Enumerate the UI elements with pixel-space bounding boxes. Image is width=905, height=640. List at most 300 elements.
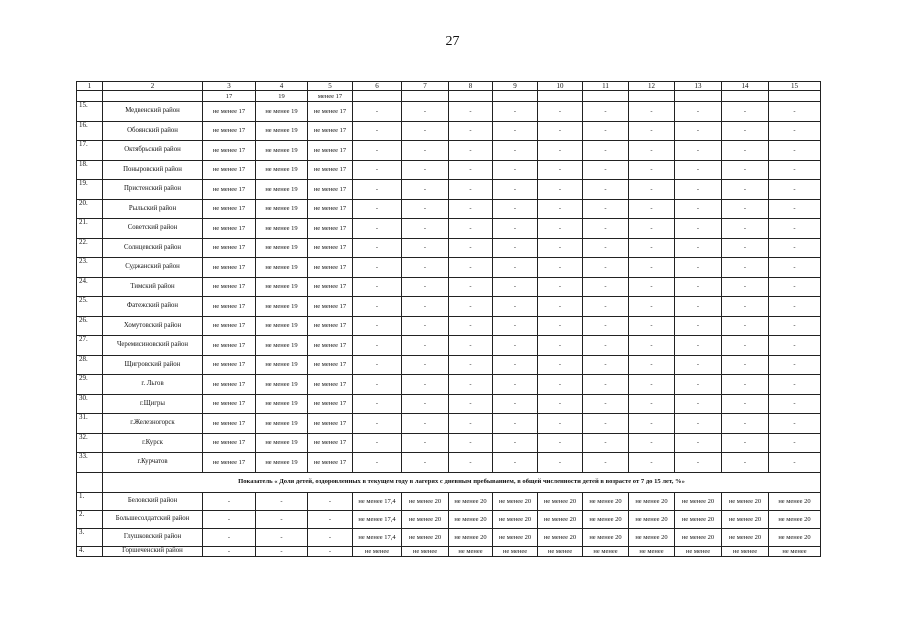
table-cell (402, 91, 449, 102)
table-cell (77, 91, 103, 102)
table-cell: - (583, 277, 629, 297)
table-cell: - (449, 102, 493, 122)
table-cell: не менее 19 (256, 414, 308, 434)
table-cell: - (722, 121, 769, 141)
table-cell: не менее 17 (203, 414, 256, 434)
table-cell: не менее (583, 546, 629, 556)
table-row (77, 82, 821, 91)
table-cell: не менее 20 (769, 528, 821, 546)
table-cell: - (538, 394, 583, 414)
row-number: 22. (77, 238, 103, 258)
table-cell: - (449, 414, 493, 434)
table-cell: не менее 20 (449, 492, 493, 510)
table-cell: менее 17 (308, 91, 353, 102)
column-header: 13 (675, 82, 722, 91)
table-cell: не менее 19 (256, 277, 308, 297)
table-row (77, 199, 821, 219)
table-cell: - (675, 453, 722, 473)
table-cell: не менее 17 (308, 433, 353, 453)
table-cell: не менее 19 (256, 297, 308, 317)
table-cell: - (629, 394, 675, 414)
district-name: г.Железногорск (103, 414, 203, 434)
table-cell: - (538, 102, 583, 122)
row-number: 27. (77, 336, 103, 356)
row-number: 28. (77, 355, 103, 375)
table-cell: не менее 17 (308, 414, 353, 434)
table-row (77, 453, 821, 473)
table-cell: не менее 19 (256, 238, 308, 258)
table-cell: - (675, 160, 722, 180)
column-header: 6 (353, 82, 402, 91)
table-cell: - (538, 121, 583, 141)
table-cell: - (402, 180, 449, 200)
row-number: 33. (77, 453, 103, 473)
table-cell: - (583, 336, 629, 356)
table-cell: - (493, 277, 538, 297)
table-cell: - (538, 375, 583, 395)
table-cell: не менее 17 (203, 336, 256, 356)
table-cell: не менее (769, 546, 821, 556)
table-cell: - (722, 316, 769, 336)
table-cell: - (722, 219, 769, 239)
indicator-title: Показатель « Доля детей, оздоровленных в текущем году в лагерях с дневным пребыванием, в общей численности детей в возрасте от 7 до 15 лет, %» (103, 472, 821, 492)
table-cell: - (675, 433, 722, 453)
table-cell (449, 91, 493, 102)
table-cell: не менее 20 (583, 528, 629, 546)
column-header: 15 (769, 82, 821, 91)
district-name: г. Льгов (103, 375, 203, 395)
table-cell: - (722, 160, 769, 180)
table-cell: не менее 17 (308, 199, 353, 219)
table-cell: - (675, 238, 722, 258)
table-cell: - (675, 141, 722, 161)
district-name: г.Курчатов (103, 453, 203, 473)
table-cell: не менее 17 (203, 180, 256, 200)
row-number: 4. (77, 546, 103, 556)
table-cell: - (629, 336, 675, 356)
table-cell (769, 91, 821, 102)
table-cell: - (353, 297, 402, 317)
district-name: Советский район (103, 219, 203, 239)
table-cell: не менее 20 (449, 510, 493, 528)
table-cell: - (493, 102, 538, 122)
table-cell: - (353, 277, 402, 297)
table-cell: - (538, 277, 583, 297)
row-number: 1. (77, 492, 103, 510)
table-row (77, 394, 821, 414)
table-row (77, 492, 821, 510)
table-cell: не менее 17 (203, 121, 256, 141)
table-cell: не менее 20 (675, 510, 722, 528)
table-cell: - (402, 375, 449, 395)
table-cell: - (353, 316, 402, 336)
table-cell: - (353, 433, 402, 453)
row-number: 23. (77, 258, 103, 278)
table-cell: - (722, 180, 769, 200)
district-name: Фатежский район (103, 297, 203, 317)
table-row (77, 238, 821, 258)
table-cell: - (629, 414, 675, 434)
table-cell: - (203, 528, 256, 546)
table-cell: - (493, 394, 538, 414)
table-cell: не менее 20 (722, 492, 769, 510)
table-cell: - (583, 160, 629, 180)
table-cell: - (769, 355, 821, 375)
table-cell (493, 91, 538, 102)
table-cell: - (353, 180, 402, 200)
table-cell: - (583, 102, 629, 122)
row-number: 2. (77, 510, 103, 528)
table-cell: - (402, 277, 449, 297)
table-cell: - (353, 102, 402, 122)
table-cell: - (629, 316, 675, 336)
table-cell: - (449, 258, 493, 278)
table-cell: не менее 20 (493, 528, 538, 546)
table-cell: - (353, 453, 402, 473)
table-cell: - (493, 336, 538, 356)
table-cell: не менее 17 (308, 297, 353, 317)
table-row (77, 546, 821, 556)
table-cell: - (493, 121, 538, 141)
table-cell: не менее 17 (308, 238, 353, 258)
table-cell: - (493, 219, 538, 239)
column-header: 3 (203, 82, 256, 91)
table-cell: не менее 19 (256, 160, 308, 180)
table-cell: не менее 17,4 (353, 492, 402, 510)
table-cell: - (402, 297, 449, 317)
table-cell: 17 (203, 91, 256, 102)
table-cell: - (722, 199, 769, 219)
table-cell: - (538, 453, 583, 473)
table-cell: - (583, 219, 629, 239)
table-cell: - (675, 394, 722, 414)
table-cell: - (449, 394, 493, 414)
table-cell: - (493, 375, 538, 395)
table-cell: - (203, 546, 256, 556)
table-cell: - (629, 180, 675, 200)
district-name: Щигровский район (103, 355, 203, 375)
table-cell (77, 472, 103, 492)
table-cell: - (256, 546, 308, 556)
table-cell: - (402, 453, 449, 473)
table-cell: - (256, 528, 308, 546)
column-header: 12 (629, 82, 675, 91)
row-number: 26. (77, 316, 103, 336)
table-cell: не менее 17 (203, 258, 256, 278)
table-cell: не менее 17 (203, 219, 256, 239)
table-cell: - (583, 394, 629, 414)
table-cell: - (449, 160, 493, 180)
table-cell: не менее 17 (203, 141, 256, 161)
district-name: Хомутовский район (103, 316, 203, 336)
table-cell: - (769, 414, 821, 434)
table-cell: - (629, 219, 675, 239)
table-cell: - (308, 528, 353, 546)
table-cell: - (493, 199, 538, 219)
table-cell: - (402, 355, 449, 375)
column-header: 5 (308, 82, 353, 91)
table-cell: - (538, 297, 583, 317)
table-row (77, 510, 821, 528)
table-cell: - (538, 219, 583, 239)
table-row (77, 414, 821, 434)
table-cell: - (583, 316, 629, 336)
table-cell: - (353, 336, 402, 356)
table-cell: - (402, 238, 449, 258)
table-cell: - (769, 336, 821, 356)
table-cell: не менее 17 (308, 375, 353, 395)
table-cell: не менее 17 (308, 102, 353, 122)
table-cell: не менее 17 (308, 394, 353, 414)
district-name: Солнцевский район (103, 238, 203, 258)
table-cell: - (449, 316, 493, 336)
row-number: 30. (77, 394, 103, 414)
table-cell: не менее (722, 546, 769, 556)
table-cell: - (722, 453, 769, 473)
table-cell: не менее 20 (583, 492, 629, 510)
table-cell: - (538, 180, 583, 200)
table-cell: не менее 17 (203, 355, 256, 375)
district-name: Пристенский район (103, 180, 203, 200)
table-cell: не менее 20 (493, 492, 538, 510)
column-header: 9 (493, 82, 538, 91)
district-name: Горшеченский район (103, 546, 203, 556)
table-cell: - (675, 414, 722, 434)
table-cell: - (449, 141, 493, 161)
table-row (77, 141, 821, 161)
table-cell: - (353, 375, 402, 395)
table-cell: - (629, 199, 675, 219)
table-cell: - (353, 199, 402, 219)
table-row (77, 160, 821, 180)
district-name: Глушковский район (103, 528, 203, 546)
table-cell: не менее 20 (402, 510, 449, 528)
table-cell (722, 91, 769, 102)
table-cell: - (449, 180, 493, 200)
table-cell: - (353, 355, 402, 375)
table-cell: - (583, 414, 629, 434)
table-cell: - (675, 199, 722, 219)
table-cell: - (769, 258, 821, 278)
table-row (77, 355, 821, 375)
table-cell: - (769, 141, 821, 161)
column-header: 4 (256, 82, 308, 91)
row-number: 18. (77, 160, 103, 180)
table-cell: - (538, 433, 583, 453)
table-cell: - (449, 433, 493, 453)
table-cell: не менее 17 (308, 277, 353, 297)
table-row (77, 180, 821, 200)
table-cell: - (402, 199, 449, 219)
table-row (77, 433, 821, 453)
table-cell: - (402, 433, 449, 453)
column-header: 10 (538, 82, 583, 91)
row-number: 15. (77, 102, 103, 122)
table-cell: не менее 20 (629, 492, 675, 510)
table-cell: не менее 20 (675, 492, 722, 510)
district-name: Суджанский район (103, 258, 203, 278)
table-cell: - (353, 219, 402, 239)
table-cell: не менее 17 (308, 160, 353, 180)
table-cell: - (675, 316, 722, 336)
table-cell: не менее 17 (203, 433, 256, 453)
district-name: Октябрьский район (103, 141, 203, 161)
table-cell: не менее 17 (308, 141, 353, 161)
table-cell: - (353, 121, 402, 141)
table-cell: не менее 17 (203, 453, 256, 473)
table-cell: не менее 17 (203, 375, 256, 395)
table-cell: - (449, 375, 493, 395)
table-cell: не менее 20 (722, 510, 769, 528)
table-cell: не менее 19 (256, 394, 308, 414)
table-cell: не менее 19 (256, 219, 308, 239)
table-cell: - (722, 258, 769, 278)
table-cell: - (449, 336, 493, 356)
table-cell: не менее 20 (583, 510, 629, 528)
table-cell: - (353, 394, 402, 414)
table-cell: не менее 19 (256, 453, 308, 473)
table-cell: - (402, 141, 449, 161)
table-cell: - (203, 492, 256, 510)
table-cell: - (493, 141, 538, 161)
table-cell: - (769, 316, 821, 336)
table-cell: - (308, 510, 353, 528)
table-cell: - (675, 336, 722, 356)
table-cell (353, 91, 402, 102)
row-number: 20. (77, 199, 103, 219)
table-cell: не менее 17 (203, 277, 256, 297)
page-number: 27 (445, 34, 460, 49)
table-cell: - (402, 160, 449, 180)
table-cell: - (675, 102, 722, 122)
table-cell: - (769, 180, 821, 200)
table-cell: не менее (675, 546, 722, 556)
district-name: Черемисиновский район (103, 336, 203, 356)
table-cell: не менее (449, 546, 493, 556)
district-name: Поныровский район (103, 160, 203, 180)
table-cell: не менее 20 (449, 528, 493, 546)
table-cell: не менее 19 (256, 336, 308, 356)
column-header: 8 (449, 82, 493, 91)
table-cell: - (449, 199, 493, 219)
table-cell: - (583, 258, 629, 278)
table-cell: - (402, 219, 449, 239)
row-number: 31. (77, 414, 103, 434)
table-cell: - (449, 219, 493, 239)
table-cell: - (629, 102, 675, 122)
table-cell: не менее 20 (629, 528, 675, 546)
table-cell: - (256, 510, 308, 528)
table-cell: - (538, 355, 583, 375)
table-cell: - (583, 238, 629, 258)
table-cell: - (722, 414, 769, 434)
district-name: Большесолдатский район (103, 510, 203, 528)
table-cell: - (629, 121, 675, 141)
table-cell: - (769, 160, 821, 180)
table-cell: не менее 17 (203, 238, 256, 258)
table-cell (538, 91, 583, 102)
table-cell: не менее 17 (308, 180, 353, 200)
table-cell: - (353, 414, 402, 434)
table-cell: - (402, 316, 449, 336)
table-row (77, 121, 821, 141)
table-row (77, 336, 821, 356)
table-cell: - (353, 160, 402, 180)
table-cell: - (449, 121, 493, 141)
table-cell: не менее (629, 546, 675, 556)
table-row (77, 91, 821, 102)
table-row (77, 102, 821, 122)
table-cell: - (722, 433, 769, 453)
district-name: Рыльский район (103, 199, 203, 219)
table-cell: - (675, 180, 722, 200)
table-cell: - (449, 238, 493, 258)
table-cell: не менее 17 (308, 219, 353, 239)
table-cell: не менее 17 (203, 297, 256, 317)
table-cell: не менее 20 (629, 510, 675, 528)
table-cell: - (629, 160, 675, 180)
table-cell: - (402, 121, 449, 141)
table-cell: 19 (256, 91, 308, 102)
table-cell: не менее 17 (308, 258, 353, 278)
table-cell: не менее 17 (203, 160, 256, 180)
table-cell: - (769, 121, 821, 141)
table-cell: - (353, 238, 402, 258)
table-cell: - (449, 355, 493, 375)
table-cell: - (629, 453, 675, 473)
table-cell: - (769, 433, 821, 453)
table-cell: - (675, 375, 722, 395)
table-cell: - (629, 297, 675, 317)
table-cell: - (769, 199, 821, 219)
table-cell: - (583, 180, 629, 200)
table-cell: не менее 17 (203, 102, 256, 122)
table-cell: - (538, 238, 583, 258)
table-cell: не менее (353, 546, 402, 556)
table-cell: - (675, 297, 722, 317)
table-cell: - (493, 355, 538, 375)
table-cell: - (493, 180, 538, 200)
table-cell: - (493, 160, 538, 180)
table-cell: - (629, 355, 675, 375)
table-cell: не менее 17 (308, 336, 353, 356)
column-header: 11 (583, 82, 629, 91)
table-cell: не менее 17 (203, 199, 256, 219)
column-header: 7 (402, 82, 449, 91)
table-cell: - (583, 121, 629, 141)
table-row (77, 375, 821, 395)
table-cell: - (493, 238, 538, 258)
table-cell: - (722, 355, 769, 375)
table-cell: - (769, 238, 821, 258)
table-cell: - (402, 336, 449, 356)
table-cell (675, 91, 722, 102)
table-cell: - (493, 316, 538, 336)
table-cell: - (449, 277, 493, 297)
table-cell: не менее 19 (256, 433, 308, 453)
table-cell: - (402, 414, 449, 434)
table-cell: - (769, 297, 821, 317)
table-cell: - (538, 258, 583, 278)
table-cell (629, 91, 675, 102)
table-cell: не менее 20 (769, 492, 821, 510)
table-cell: - (538, 316, 583, 336)
table-cell: - (722, 238, 769, 258)
table-cell: - (449, 297, 493, 317)
table-cell: - (675, 121, 722, 141)
district-name: г.Курск (103, 433, 203, 453)
row-number: 21. (77, 219, 103, 239)
